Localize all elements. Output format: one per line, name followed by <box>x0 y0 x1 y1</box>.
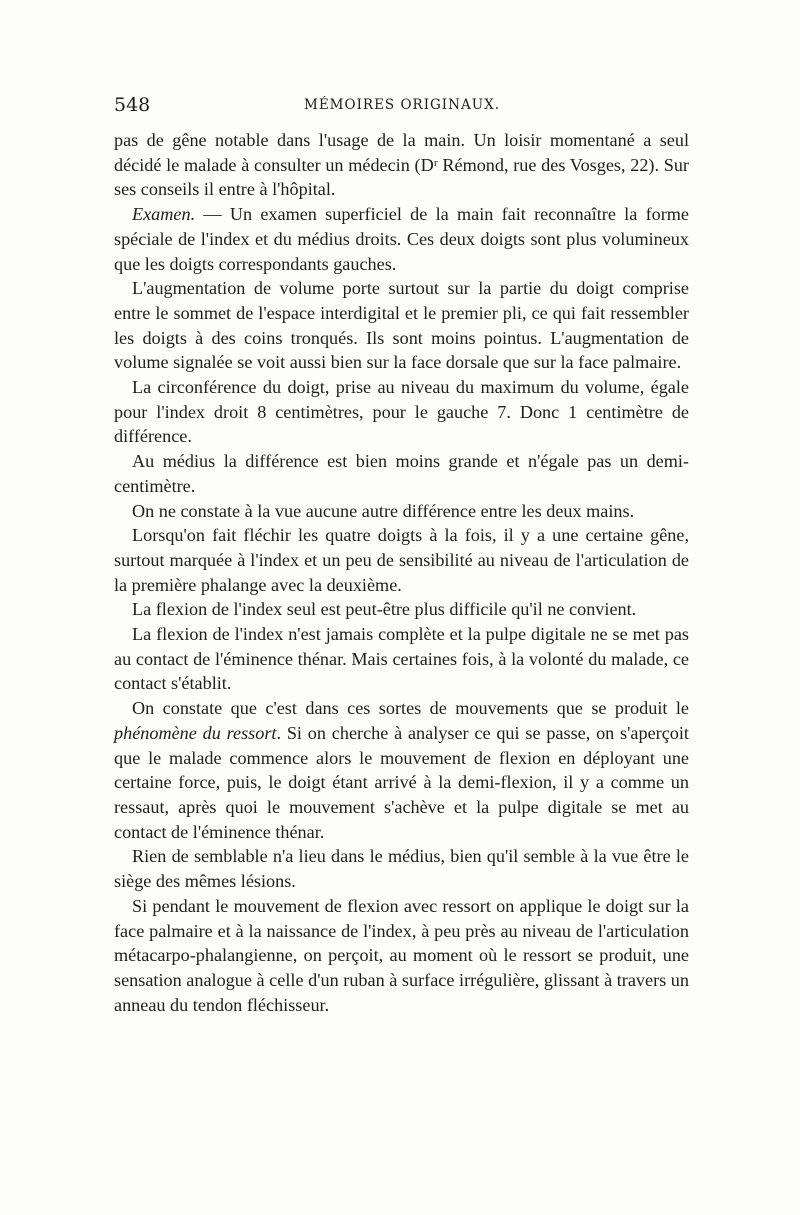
paragraph: La circonférence du doigt, prise au niveau du maximum du volume, égale pour l'index droit 8 centimètres, pour le gauche 7. Donc 1 centimètre de différence. <box>114 377 689 447</box>
paragraph <box>114 696 689 844</box>
paragraph: La flexion de l'index n'est jamais complète et la pulpe digitale ne se met pas au contact de l'éminence thénar. Mais certaines fois, à la volonté du malade, ce contact s'établit. <box>114 624 689 694</box>
paragraph: pas de gêne notable dans l'usage de la main. Un loisir momentané a seul décidé le malade à consulter un médecin (Dʳ Rémond, rue des Vosges, 22). Sur ses conseils il entre à l'hôpital. <box>114 130 689 200</box>
page-number: 548 <box>114 94 151 116</box>
page-header <box>114 94 689 118</box>
paragraph-text: — Un examen superficiel de la main fait reconnaître la forme spéciale de l'index et du médius droits. Ces deux doigts sont plus volumineux que les doigts correspondants gauches. <box>114 204 689 274</box>
paragraph-text: On constate que c'est dans ces sortes de mouvements que se produit le <box>132 698 689 719</box>
paragraph: Rien de semblable n'a lieu dans le médius, bien qu'il semble à la vue être le siège des mêmes lésions. <box>114 846 689 892</box>
italic-term: phénomène du ressort <box>114 722 277 743</box>
paragraph: Si pendant le mouvement de flexion avec ressort on applique le doigt sur la face palmaire et à la naissance de l'index, à peu près au niveau de l'articulation métacarpo-phalangienne, on perçoit, au moment où le ressort se produit, une sensation analogue à celle d'un ruban à surface irrégulière, glissant à travers un anneau du tendon fléchisseur. <box>114 895 689 1015</box>
paragraph-text: . Si on cherche à analyser ce qui se passe, on s'aperçoit que le malade commence alors le mouvement de flexion en déployant une certaine force, puis, le doigt étant arrivé à la demi-flexion, il y a comme un ressaut, après quoi le mouvement s'achève et la pulpe digitale se met au contact de l'éminence thénar. <box>114 722 689 842</box>
paragraph: L'augmentation de volume porte surtout sur la partie du doigt comprise entre le sommet de l'espace interdigital et le premier pli, ce qui fait ressembler les doigts à des coins tronqués. Ils sont moins pointus. L'augmentation de volume signalée se voit aussi bien sur la face dorsale que sur la face palmaire. <box>114 278 689 373</box>
paragraph: La flexion de l'index seul est peut-être plus difficile qu'il ne convient. <box>132 599 637 620</box>
body-text <box>114 128 689 1017</box>
section-lead: Examen. <box>132 204 196 225</box>
paragraph: Lorsqu'on fait fléchir les quatre doigts à la fois, il y a une certaine gêne, surtout marquée à l'index et un peu de sensibilité au niveau de l'articulation de la première phalange avec la deuxième. <box>114 525 689 595</box>
running-title: MÉMOIRES ORIGINAUX. <box>304 97 500 113</box>
paragraph: Au médius la différence est bien moins grande et n'égale pas un demi-centimètre. <box>114 451 689 496</box>
paragraph: On ne constate à la vue aucune autre différence entre les deux mains. <box>132 500 635 521</box>
paragraph <box>114 202 689 276</box>
